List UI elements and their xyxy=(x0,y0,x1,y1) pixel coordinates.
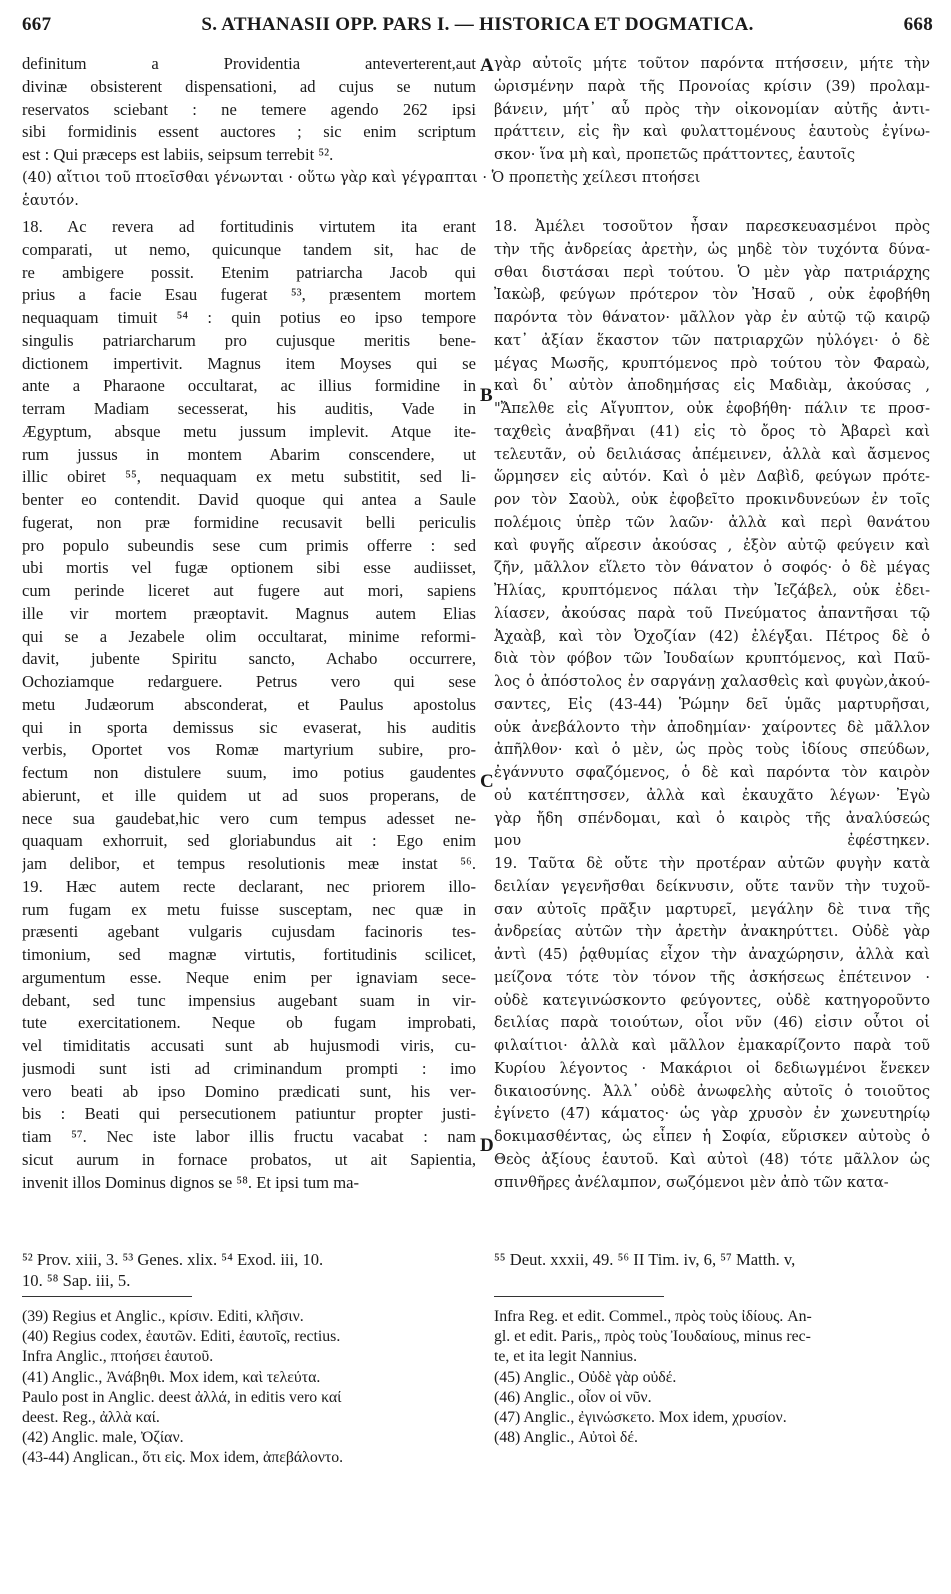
greek-text-line: σθαι διστάσαι περὶ τούτου. Ὁ μὲν γὰρ πατριάρχης xyxy=(494,263,930,281)
greek-text-line: καὶ δι᾽ αὐτὸν ἀποδημήσας εἰς Μαδιὰμ, ἀκούσας , xyxy=(494,377,930,395)
latin-text-line: cum perinde liceret aut fugere aut mori, sapiens xyxy=(22,581,476,600)
greek-text-line: σαν αὐτοῖς πρᾶξιν μαρτυρεῖ, μεγάλην δὲ τινα τῆς xyxy=(494,900,930,918)
latin-text-line: nequaquam timuit ⁵⁴ : quin potius eo ipso tempore xyxy=(22,308,476,327)
latin-text-line: 18. Ac revera ad fortitudinis virtutem ita erant xyxy=(22,217,476,236)
page-number-right: 668 xyxy=(903,14,933,35)
scripture-references-left xyxy=(22,1249,476,1291)
margin-marker-b: B xyxy=(480,385,493,406)
greek-text-line: ἐγίνετο (47) κάματος· ὡς γὰρ χρυσὸν ἐν χωνευτηρίῳ xyxy=(494,1105,930,1123)
greek-text-line: δοκιμασθέντας, ὡς εἶπεν ἡ Σοφία, εὕρισκεν αὐτοὺς ὁ xyxy=(494,1128,930,1145)
footnote-line: te, et ita legit Nannius. xyxy=(494,1348,638,1366)
margin-marker-d: D xyxy=(480,1135,494,1156)
greek-text-line: σκον· ἵνα μὴ καὶ, προπετῶς πράττοντες, ἑαυτοῖς xyxy=(494,146,856,163)
greek-text-line: ζῆν, μᾶλλον εἵλετο τὸν θάνατον ὁ σοφός· ὁ δὲ μέγας xyxy=(494,559,930,577)
greek-text-line: σαντες, Εἰς (43-44) Ῥώμην δεῖ ὑμᾶς μαρτυρῆσαι, xyxy=(494,695,930,713)
latin-text-line: quaquam exhorruit, sed gloriabundus ait : Ego enim xyxy=(22,831,476,851)
footnote-rule-right xyxy=(494,1296,664,1297)
latin-text-line: singulis patriarcharum pro cujusque meritis bene- xyxy=(22,330,476,350)
footnote-line: Infra Anglic., πτοήσει ἑαυτοῦ. xyxy=(22,1348,214,1366)
greek-text-line: μου ἐφέστηκεν. xyxy=(494,832,930,850)
footnote-line: (39) Regius et Anglic., κρίσιν. Editi, κλῆσιν. xyxy=(22,1308,304,1325)
latin-text-line: rum fugam ex metu fuisse susceptam, nec quæ in xyxy=(22,899,476,919)
latin-text-line: timonium, sed magnæ virtutis, fortitudinis scilicet, xyxy=(22,945,476,964)
latin-column-top xyxy=(22,53,476,167)
greek-text-line: Κυρίου λέγοντος · Μακάριοι οἱ δεδιωγμένοι ἕνεκεν xyxy=(494,1059,930,1077)
greek-column xyxy=(494,216,930,1194)
footnote-line: Paulo post in Anglic. deest ἀλλά, in editis vero καί xyxy=(22,1388,342,1406)
latin-text-line: ante a Pharaone occultarat, ac illius formidine in xyxy=(22,376,476,396)
running-header xyxy=(22,8,933,42)
greek-text-line: πράττειν, εἰς ἣν καὶ φυλαττομένους ἑαυτοὺς ἐγίνω- xyxy=(494,123,930,141)
scripture-references-right xyxy=(494,1249,930,1270)
greek-text-line: δικαιοσύνης. Ἀλλ᾽ οὐδὲ ἀνωφελὴς αὐτοῖς ὁ τοιοῦτος xyxy=(494,1082,930,1100)
footnote-line: (40) Regius codex, ἑαυτῶν. Editi, ἑαυτοῖς, rectius. xyxy=(22,1328,341,1346)
greek-text-line: Ἠλίας, κρυπτόμενος πάλαι τὴν Ἰεζάβελ, οὐκ ἐδει- xyxy=(494,582,930,599)
greek-text-line: οὐκ ἀνεβάλοντο τὴν ἀποδημίαν· χαίροντες δὲ μᾶλλον xyxy=(494,718,930,736)
greek-text-line: ἀπῆλθον· καὶ ὁ μὲν, ὡς πρὸς τοὺς ἰδίους σπεύδων, xyxy=(494,741,930,759)
greek-text-line: ὥρμησεν εἰς αὐτόν. Καὶ ὁ μὲν Δαβὶδ, φεύγων πρότε- xyxy=(494,468,930,486)
greek-text-line: οὐ κατέπτησσεν, ἀλλὰ καὶ ἐκαυχᾶτο λέγων· Ἐγὼ xyxy=(494,786,930,804)
reference-line: ⁵⁵ Deut. xxxii, 49. ⁵⁶ II Tim. iv, 6, ⁵⁷ Matth. v, xyxy=(494,1250,796,1269)
greek-text-line: μείζονα τότε τὸν τόνον τῆς ἀσκήσεως ἐπέτεινον · xyxy=(494,968,930,986)
greek-text-line: Ἀχαὰβ, καὶ τὸν Ὀχοζίαν (42) ἐλέγξαι. Πέτρος δὲ ὁ xyxy=(494,627,930,645)
page-number-left: 667 xyxy=(22,14,52,35)
latin-text-line: divinæ obsisterent dispensationi, ad cujus se nutum xyxy=(22,76,476,96)
footnote-line: (45) Anglic., Οὐδὲ γὰρ οὐδέ. xyxy=(494,1368,677,1386)
greek-text-line: τὴν τῆς ἀνδρείας ἀρετὴν, ὡς μηδὲ τὸν τυχόντα δύνα- xyxy=(494,240,930,258)
greek-text-line: δειλίας παρὰ τοιούτων, οἷοι νῦν (46) εἰσιν οὗτοι οἱ xyxy=(494,1014,930,1032)
greek-text-line: ἀντὶ (45) ῥᾳθυμίας εἶχον τὴν ἀναχώρησιν, ἀλλὰ καὶ xyxy=(494,946,930,963)
greek-text-line: διὰ τὸν φόβον τῶν Ἰουδαίων κρυπτόμενος, καὶ Παῦ- xyxy=(494,650,930,668)
greek-text-line: Ἰακὼβ, φεύγων πρότερον τὸν Ἠσαῦ , οὐκ ἐφοβήθη xyxy=(494,286,930,304)
latin-text-line: qui in sporta demissus sic evaserat, his auditis xyxy=(22,717,476,737)
latin-text-line: benter eo contendit. David quoque qui antea a Saule xyxy=(22,490,476,509)
footnote-line: Infra Reg. et edit. Commel., πρὸς τοὺς ἰδίους. An- xyxy=(494,1308,812,1325)
latin-text-line: vel timiditatis accusati sunt ab hujusmodi viris, cu- xyxy=(22,1036,476,1055)
reference-line: ⁵² Prov. xiii, 3. ⁵³ Genes. xlix. ⁵⁴ Exod. iii, 10. xyxy=(22,1250,324,1269)
margin-marker-c: C xyxy=(480,771,494,792)
greek-text-line: ρον τὸν Σαοὺλ, οὐκ ἐφοβεῖτο προκινδυνεύων ἐν τοῖς xyxy=(494,491,930,508)
greek-text-line: καὶ φυγῆς αἵρεσιν ἀκούσας , ἐξὸν αὐτῷ φεύγειν καὶ xyxy=(494,536,930,554)
latin-text-line: tiam ⁵⁷. Nec iste labor illis fructu vacabat : nam xyxy=(22,1127,476,1146)
greek-text-line: βάνειν, μήτ᾽ αὖ πρὸς τὴν οἰκονομίαν αὐτῆς ἀντι- xyxy=(494,100,930,118)
latin-text-line: 19. Hæc autem recte declarant, nec priorem illo- xyxy=(22,876,476,896)
greek-column-top xyxy=(494,53,930,167)
greek-text-line: λίασεν, ἀκούσας παρὰ τοῦ Πνεύματος ἀπαντῆσαι τῷ xyxy=(494,604,930,622)
latin-text-line: definitum a Providentia anteverterent,aut xyxy=(22,54,476,73)
greek-text-line: γὰρ ἤδη σπένδομαι, καὶ ὁ καιρὸς τῆς ἀναλύσεώς xyxy=(494,809,930,827)
greek-full-width-lines xyxy=(22,167,930,213)
latin-text-line: jam delibor, et tempus resolutionis meæ instat ⁵⁶. xyxy=(22,854,476,873)
greek-text-line: Θεὸς ἀξίους ἑαυτοῦ. Καὶ αὐτοὶ (48) τότε μᾶλλον ὡς xyxy=(494,1150,930,1168)
latin-text-line: Ochoziamque redarguere. Petrus vero qui sese xyxy=(22,672,476,691)
footnote-rule-left xyxy=(22,1296,192,1297)
greek-text-line: (40) αἴτιοι τοῦ πτοεῖσθαι γένωνται · οὕτω γὰρ καὶ γέγραπται · Ὁ προπετὴς χείλεσι πτοήσει xyxy=(22,169,701,186)
footnote-line: (43-44) Anglican., ὅτι εἰς. Mox idem, ἀπεβάλοντο. xyxy=(22,1449,344,1467)
latin-text-line: pro populo subeundis sese cum primis offerre : sed xyxy=(22,535,476,555)
greek-text-line: "Ἄπελθε εἰς Αἴγυπτον, οὐκ ἐφοβήθη· πάλιν τε προσ- xyxy=(494,400,930,417)
footnote-line: (41) Anglic., Ἀνάβηθι. Mox idem, καὶ τελεύτα. xyxy=(22,1368,321,1386)
latin-text-line: sicut aurum in fornace probatos, ut ait Sapientia, xyxy=(22,1149,476,1169)
greek-text-line: οὐδὲ κατεγινώσκοντο φεύγοντες, οὐδὲ κατηγοροῦντο xyxy=(494,991,930,1009)
greek-text-line: 19. Ταῦτα δὲ οὔτε τὴν προτέραν αὐτῶν φυγὴν κατὰ xyxy=(494,855,930,872)
latin-text-line: ubi mortis vel fugæ optionem sibi esse audiisset, xyxy=(22,558,476,578)
latin-text-line: terram Madiam secesserat, his auditis, Vade in xyxy=(22,399,476,418)
latin-text-line: qui se a Jezabele olim occultarat, minime reformi- xyxy=(22,626,476,646)
footnotes-right xyxy=(494,1307,930,1448)
greek-text-line: πολέμοις ὑπὲρ τῶν λαῶν· ἀλλὰ καὶ περὶ θανάτου xyxy=(494,513,930,531)
latin-text-line: sibi formidinis essent auctores ; sic enim scriptum xyxy=(22,122,476,142)
latin-text-line: bis : Beati qui persecutionem patiuntur propter justi- xyxy=(22,1104,476,1124)
latin-text-line: fectum non distulere suum, imo potius gaudentes xyxy=(22,763,476,782)
latin-text-line: reservatos sciebant : ne temere agendo 262 ipsi xyxy=(22,99,476,119)
latin-text-line: debant, sed tunc impensius augebant suam in vir- xyxy=(22,990,476,1010)
latin-text-line: præsenti agebant vulgaris cujusdam facinoris tes- xyxy=(22,922,476,942)
latin-text-line: illic obiret ⁵⁵, nequaquam ex metu substitit, sed li- xyxy=(22,467,476,487)
latin-text-line: verbis, Oportet vos Romæ martyrium subire, pro- xyxy=(22,740,476,760)
latin-text-line: prius a facie Esau fugerat ⁵³, præsentem mortem xyxy=(22,285,476,305)
greek-text-line: σπινθῆρες ἀνέλαμπον, σωζόμενοι μὲν ἀπὸ τῶν κατα- xyxy=(494,1173,889,1191)
greek-text-line: ἑαυτόν. xyxy=(22,191,79,209)
margin-marker-a: A xyxy=(480,55,494,76)
running-title: S. ATHANASII OPP. PARS I. — HISTORICA ET DOGMATICA. xyxy=(201,14,754,35)
latin-text-line: davit, jubente Spiritu sancto, Achabo occurrere, xyxy=(22,649,476,669)
latin-column xyxy=(22,216,476,1194)
latin-text-line: comparati, ut nemo, quicunque tandem sit, hac de xyxy=(22,239,476,259)
greek-text-line: μέγας Μωσῆς, κρυπτόμενος πρὸ τούτου τὸν Φαραὼ, xyxy=(494,354,930,372)
latin-text-line: dictionem impertivit. Magnus item Moyses qui se xyxy=(22,353,476,373)
footnote-line: (42) Anglic. male, Ὀζίαν. xyxy=(22,1429,184,1447)
latin-text-line: vero beati ab ipso Domino prædicati sunt, his ver- xyxy=(22,1081,476,1101)
latin-text-line: est : Qui præceps est labiis, seipsum terrebit ⁵². xyxy=(22,145,334,164)
greek-text-line: λος ὁ ἀπόστολος ἐν σαργάνῃ χαλασθεὶς καὶ φυγὼν,ἀκού- xyxy=(494,673,930,690)
latin-text-line: tute exercitationem. Neque ob fugam improbati, xyxy=(22,1013,476,1033)
latin-text-line: Ægyptum, absque metu jussum implevit. Atque ite- xyxy=(22,421,476,441)
footnote-line: gl. et edit. Paris,, πρὸς τοὺς Ἰουδαίους, minus rec- xyxy=(494,1328,811,1346)
footnote-line: (46) Anglic., οἷον οἱ νῦν. xyxy=(494,1388,652,1406)
greek-text-line: τελευτᾶν, οὐ δειλιάσας ἀπέμεινεν, ἀλλὰ καὶ ἄσμενος xyxy=(494,445,930,463)
latin-text-line: ille vir mortem præoptavit. Magnus autem Elias xyxy=(22,603,476,623)
latin-text-line: jusmodi sunt isti ad criminandum prompti : imo xyxy=(22,1058,476,1078)
latin-text-line: abierunt, et ille quidem ut ad suos properans, de xyxy=(22,785,476,805)
greek-text-line: παρόντα τὸν θάνατον· μᾶλλον γὰρ ἐν αὐτῷ τῷ καιρῷ xyxy=(494,309,930,326)
latin-text-line: argumentum esse. Neque enim per ignaviam sece- xyxy=(22,967,476,987)
latin-text-line: fugerat, non præ formidine recusavit belli periculis xyxy=(22,512,476,532)
greek-text-line: φιλαίτιοι· ἀλλὰ καὶ μᾶλλον ἐμακαρίζοντο παρὰ τοῦ xyxy=(494,1037,930,1054)
greek-text-line: ὡρισμένην παρὰ τῆς Προνοίας κρίσιν (39) προλαμ- xyxy=(494,77,930,95)
greek-text-line: κατ᾽ ἀξίαν ἕκαστον τῶν πατριαρχῶν ηὐλόγει· ὁ δὲ xyxy=(494,331,930,349)
greek-text-line: ἀνδρείας αὐτῶν τὴν ἀρετὴν ἀνακηρύττει. Οὐδὲ γὰρ xyxy=(494,923,930,941)
latin-text-line: invenit illos Dominus dignos se ⁵⁸. Et ipsi tum ma- xyxy=(22,1172,359,1192)
latin-text-line: metu Judæorum absconderat, et Paulus apostolus xyxy=(22,694,476,714)
greek-text-line: ταχθεὶς ἀναβῆναι (41) εἰς τὸ ὄρος τὸ Ἀβαρεὶ καὶ xyxy=(494,422,930,440)
footnote-line: (47) Anglic., ἐγινώσκετο. Mox idem, χρυσίον. xyxy=(494,1409,787,1427)
greek-text-line: δειλίαν γεγενῆσθαι δείκνυσιν, οὔτε τανῦν τὴν τυχοῦ- xyxy=(494,877,930,895)
reference-line: 10. ⁵⁸ Sap. iii, 5. xyxy=(22,1271,131,1290)
greek-text-line: γὰρ αὐτοῖς μήτε τοῦτον παρόντα πτήσσειν, μήτε τὴν xyxy=(494,55,930,72)
greek-text-line: 18. Ἀμέλει τοσοῦτον ἦσαν παρεσκευασμένοι πρὸς xyxy=(494,218,930,235)
latin-text-line: re ambigere possit. Etenim patriarcha Jacob qui xyxy=(22,262,476,282)
footnote-line: deest. Reg., ἀλλὰ καί. xyxy=(22,1409,160,1427)
latin-text-line: nece sua gaudebat,hic vero cum tempus adesset ne- xyxy=(22,808,476,828)
greek-text-line: ἐγάννυτο σφαζόμενος, ὁ δὲ καὶ παρόντα τὸν καιρὸν xyxy=(494,764,930,781)
footnotes-left xyxy=(22,1307,476,1469)
footnote-line: (48) Anglic., Αὐτοὶ δέ. xyxy=(494,1429,638,1447)
latin-text-line: rum jussus in montem Abarim conscendere, ut xyxy=(22,444,476,464)
